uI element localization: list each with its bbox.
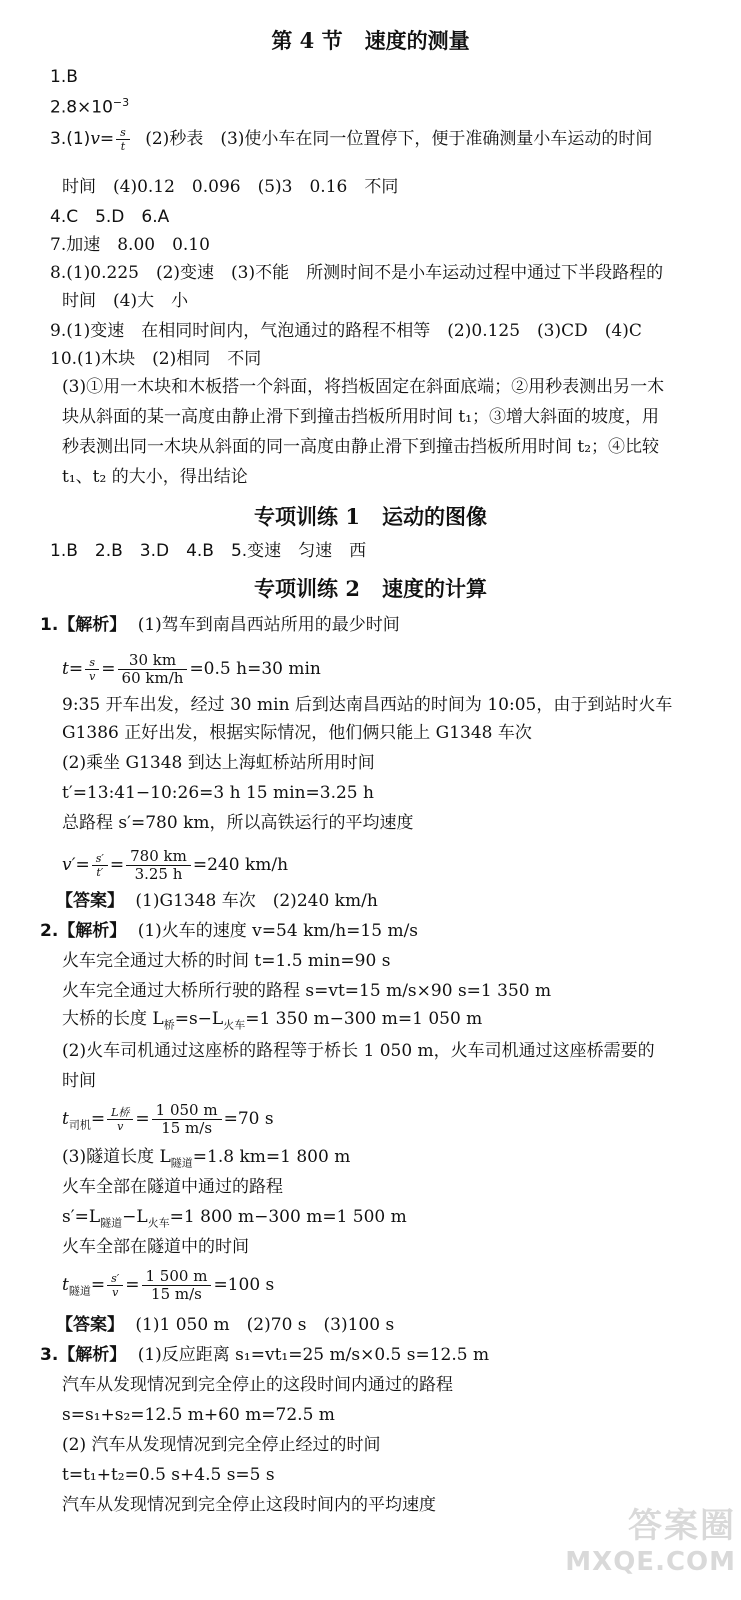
answer-8: 8.(1)0.225 (2)变速 (3)不能 所测时间不是小车运动过程中通过下半段路程的 (50, 263, 664, 283)
section-title-speed-measurement: 第 4 节 速度的测量 (271, 28, 470, 53)
answer-3: 3.(1)v= $\frac{s}{t}$ (2)秒表 (3)使小车在同一位置停下，便于准确测量小车运动的时间 (50, 126, 653, 153)
q2-analysis-line-8: 火车全部在隧道中通过的路程 (62, 1177, 283, 1197)
q1-analysis-line-6: 总路程 s′=780 km，所以高铁运行的平均速度 (62, 813, 414, 833)
q2-answer: 【答案】 (1)1 050 m (2)70 s (3)100 s (56, 1315, 395, 1335)
watermark-logo: 答案圈 MXQE.COM (565, 1506, 736, 1577)
section-title-motion-graphs: 专项训练 1 运动的图像 (254, 504, 487, 529)
q2-analysis-line-7: (3)隧道长度 $L_{隧道}=1.8$ km=1 800 m (62, 1147, 351, 1170)
q2-analysis-line-4: 大桥的长度 $L_桥=s-L_{火车}=1$ 350 m−300 m=1 050 m (62, 1009, 483, 1032)
q1-analysis-line-5: t′=13:41−10:26=3 h 15 min=3.25 h (62, 783, 374, 803)
q1-analysis-line-1: 1.【解析】 (1)驾车到南昌西站所用的最少时间 (40, 615, 400, 635)
q2-analysis-line-2: 火车完全通过大桥的时间 t=1.5 min=90 s (62, 951, 391, 971)
q2-analysis-line-3: 火车完全通过大桥所行驶的路程 s=vt=15 m/s×90 s=1 350 m (62, 981, 552, 1001)
answer-8-continued: 时间 (4)大 小 (62, 291, 189, 311)
q2-analysis-line-9: $s'=L_{隧道}-L_{火车}=1$ 800 m−300 m=1 500 m (62, 1207, 407, 1230)
section-title-speed-calculation: 专项训练 2 速度的计算 (254, 576, 487, 601)
q2-analysis-line-1: 2.【解析】 (1)火车的速度 v=54 km/h=15 m/s (40, 921, 419, 941)
q2-analysis-line-6: 时间 (62, 1071, 96, 1091)
q1-formula-speed: v′= $\frac{s'}{t'}$ = $\frac{780 km}{3.25 h}$ =240 km/h (62, 847, 289, 883)
fraction-s-over-t: $\frac{s}{t}$ (116, 126, 130, 153)
answer-10: 10.(1)木块 (2)相同 不同 (50, 349, 262, 369)
answer-3-continued: 时间 (4)0.12 0.096 (5)3 0.16 不同 (62, 177, 399, 197)
q2-formula-driver-time: $t_{司机}=$ $\frac{\text{L桥}}{v}$ = $\frac{1 050 m}{15 m/s}$ =70 s (62, 1101, 274, 1137)
q1-analysis-line-4: (2)乘坐 G1348 到达上海虹桥站所用时间 (62, 753, 375, 773)
q2-analysis-line-5: (2)火车司机通过这座桥的路程等于桥长 1 050 m，火车司机通过这座桥需要的 (62, 1041, 655, 1061)
q3-analysis-line-6: 汽车从发现情况到完全停止这段时间内的平均速度 (62, 1495, 436, 1515)
special-training-1-answers: 1.B 2.B 3.D 4.B 5.变速 匀速 西 (50, 541, 367, 561)
q1-answer: 【答案】 (1)G1348 车次 (2)240 km/h (56, 891, 378, 911)
answer-2: $2.8\times 10^{-3}$ (50, 96, 130, 118)
q1-analysis-line-2: 9:35 开车出发，经过 30 min 后到达南昌西站的时间为 10:05，由于到站时火车 (62, 695, 673, 715)
answer-7: 7.加速 8.00 0.10 (50, 235, 210, 255)
answer-10-line-2: 块从斜面的某一高度由静止滑下到撞击挡板所用时间 t₁；③增大斜面的坡度，用 (62, 407, 660, 427)
q3-analysis-line-3: s=s₁+s₂=12.5 m+60 m=72.5 m (62, 1405, 335, 1425)
answers-4-6: 4.C 5.D 6.A (50, 207, 170, 227)
q3-analysis-line-1: 3.【解析】 (1)反应距离 s₁=vt₁=25 m/s×0.5 s=12.5 m (40, 1345, 490, 1365)
answer-10-line-4: t₁、t₂ 的大小，得出结论 (62, 467, 248, 487)
q3-analysis-line-4: (2) 汽车从发现情况到完全停止经过的时间 (62, 1435, 381, 1455)
q3-analysis-line-2: 汽车从发现情况到完全停止的这段时间内通过的路程 (62, 1375, 453, 1395)
q2-formula-tunnel-time: $t_{隧道}=$ $\frac{s'}{v}$ = $\frac{1 500 m}{15 m/s}$ =100 s (62, 1267, 275, 1303)
q2-analysis-line-10: 火车全部在隧道中的时间 (62, 1237, 249, 1257)
q1-analysis-line-3: G1386 正好出发，根据实际情况，他们俩只能上 G1348 车次 (62, 723, 532, 743)
answer-9: 9.(1)变速 在相同时间内，气泡通过的路程不相等 (2)0.125 (3)CD (4)C (50, 321, 642, 341)
answer-1: 1.B (50, 67, 78, 87)
answer-10-line-1: (3)①用一木块和木板搭一个斜面，将挡板固定在斜面底端；②用秒表测出另一木 (62, 377, 665, 397)
q1-formula-time: t= $\frac{s}{v}$ = $\frac{30 km}{60 km/h}$ =0.5 h=30 min (62, 651, 321, 687)
q3-analysis-line-5: t=t₁+t₂=0.5 s+4.5 s=5 s (62, 1465, 275, 1485)
answer-10-line-3: 秒表测出同一木块从斜面的同一高度由静止滑下到撞击挡板所用时间 t₂；④比较 (62, 437, 660, 457)
